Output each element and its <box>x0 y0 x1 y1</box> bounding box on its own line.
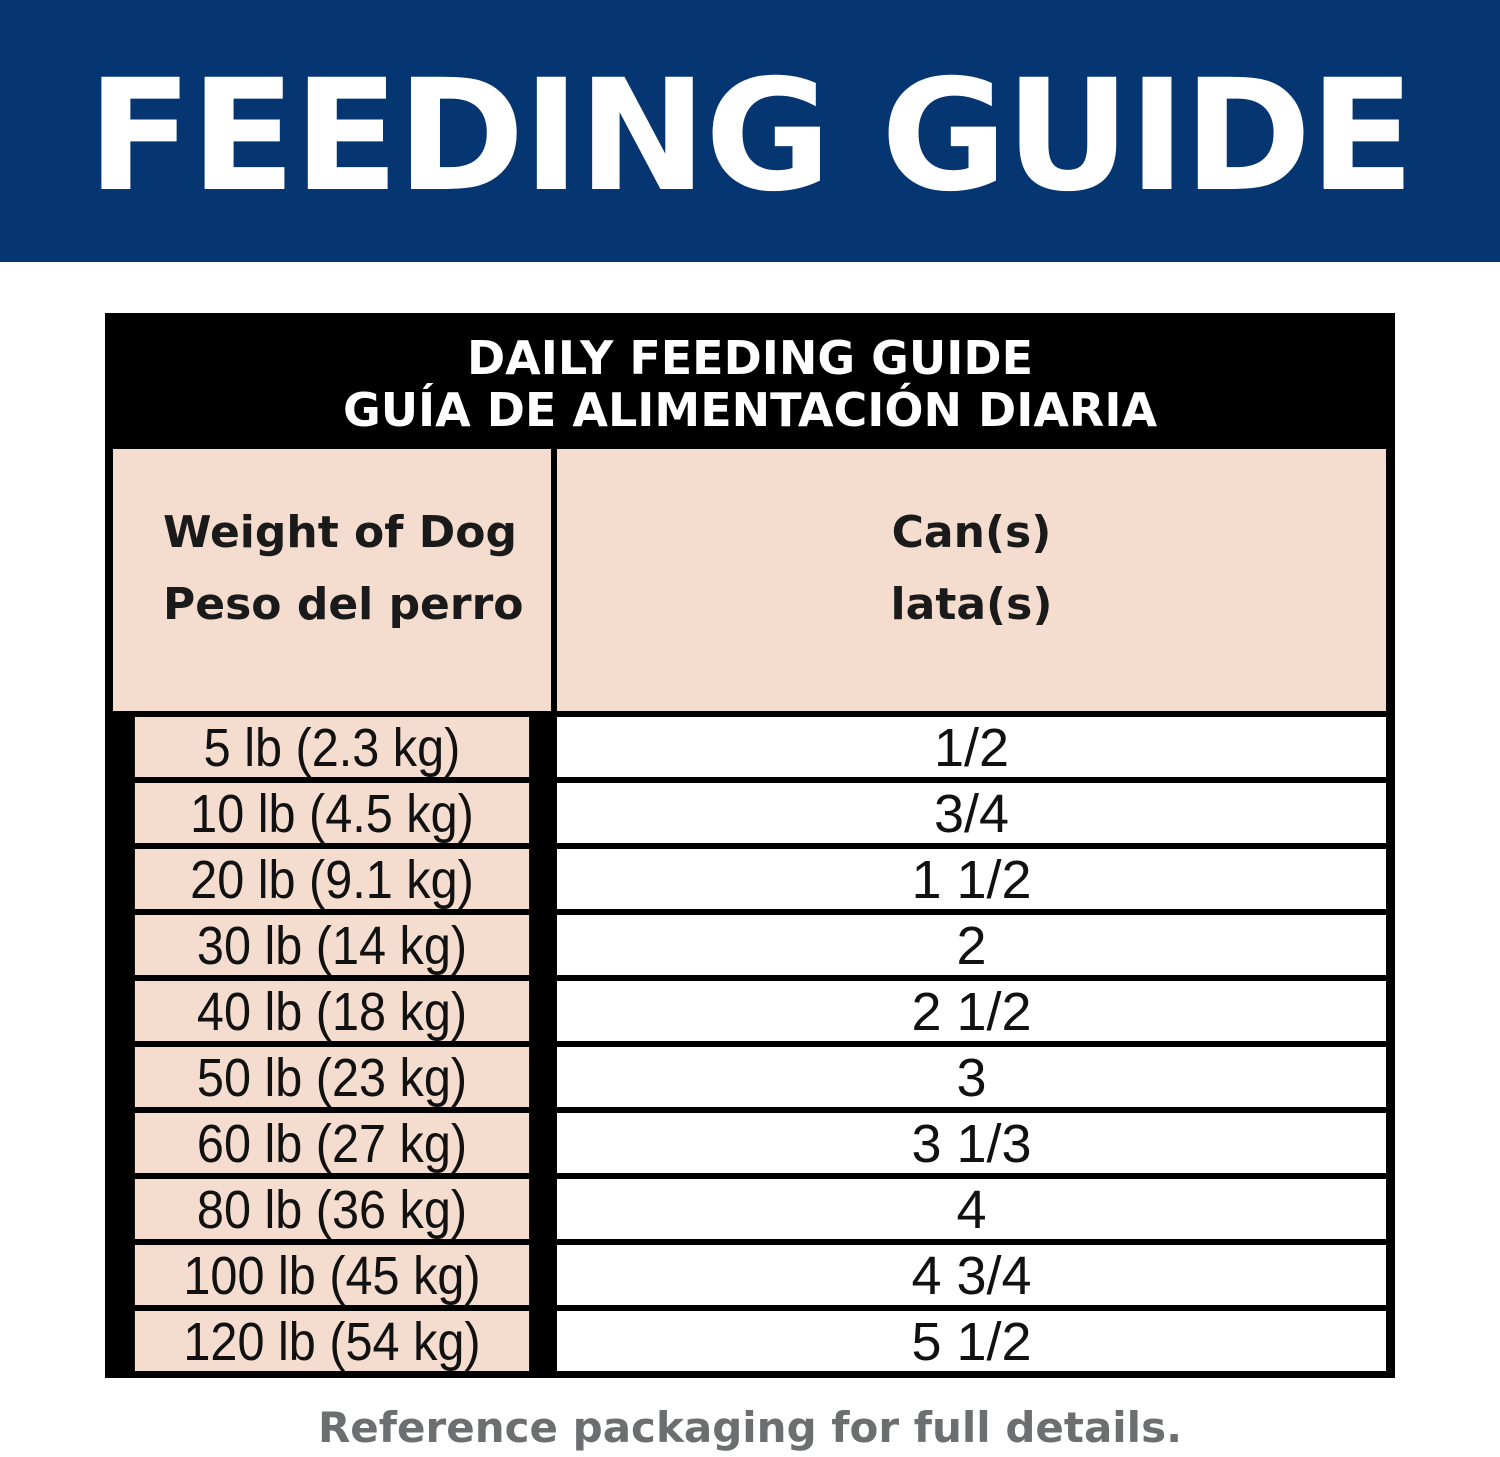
table-body <box>110 714 1390 1374</box>
table-row <box>110 912 1390 978</box>
cans-cell: 2 <box>557 915 1386 975</box>
table-row <box>110 1044 1390 1110</box>
weight-cell: 120 lb (54 kg) <box>135 1311 529 1371</box>
column-header-cans-english: Can(s) <box>891 507 1052 558</box>
table-row <box>110 1176 1390 1242</box>
table-row <box>110 1242 1390 1308</box>
table-title-english: DAILY FEEDING GUIDE <box>466 331 1034 385</box>
cans-cell: 3 1/3 <box>557 1113 1386 1173</box>
table-title-spanish: GUÍA DE ALIMENTACIÓN DIARIA <box>342 383 1158 437</box>
column-header-cans-spanish: lata(s) <box>890 579 1053 630</box>
cans-cell: 4 3/4 <box>557 1245 1386 1305</box>
cans-cell: 5 1/2 <box>557 1311 1386 1371</box>
cans-cell: 3 <box>557 1047 1386 1107</box>
cans-cell: 1 1/2 <box>557 849 1386 909</box>
table-row <box>110 714 1390 780</box>
weight-cell: 20 lb (9.1 kg) <box>135 849 529 909</box>
table-row <box>110 780 1390 846</box>
column-header-weight-english: Weight of Dog <box>163 507 517 558</box>
weight-cell: 50 lb (23 kg) <box>135 1047 529 1107</box>
table-row <box>110 846 1390 912</box>
page-title: FEEDING GUIDE <box>87 47 1413 226</box>
weight-cell: 80 lb (36 kg) <box>135 1179 529 1239</box>
cans-cell: 1/2 <box>557 717 1386 777</box>
weight-cell: 5 lb (2.3 kg) <box>135 717 529 777</box>
feeding-table <box>105 313 1395 1378</box>
column-header-weight-spanish: Peso del perro <box>163 579 524 630</box>
weight-cell: 60 lb (27 kg) <box>135 1113 529 1173</box>
header-banner <box>0 0 1500 262</box>
table-row <box>110 1110 1390 1176</box>
weight-cell: 100 lb (45 kg) <box>135 1245 529 1305</box>
cans-cell: 2 1/2 <box>557 981 1386 1041</box>
weight-cell: 10 lb (4.5 kg) <box>135 783 529 843</box>
table-title <box>110 318 1390 445</box>
weight-cell: 40 lb (18 kg) <box>135 981 529 1041</box>
column-header-cans <box>557 449 1386 711</box>
cans-cell: 3/4 <box>557 783 1386 843</box>
cans-cell: 4 <box>557 1179 1386 1239</box>
column-header-weight <box>113 449 551 711</box>
footnote: Reference packaging for full details. <box>317 1403 1183 1452</box>
table-row <box>110 1308 1390 1374</box>
table-row <box>110 978 1390 1044</box>
weight-cell: 30 lb (14 kg) <box>135 915 529 975</box>
